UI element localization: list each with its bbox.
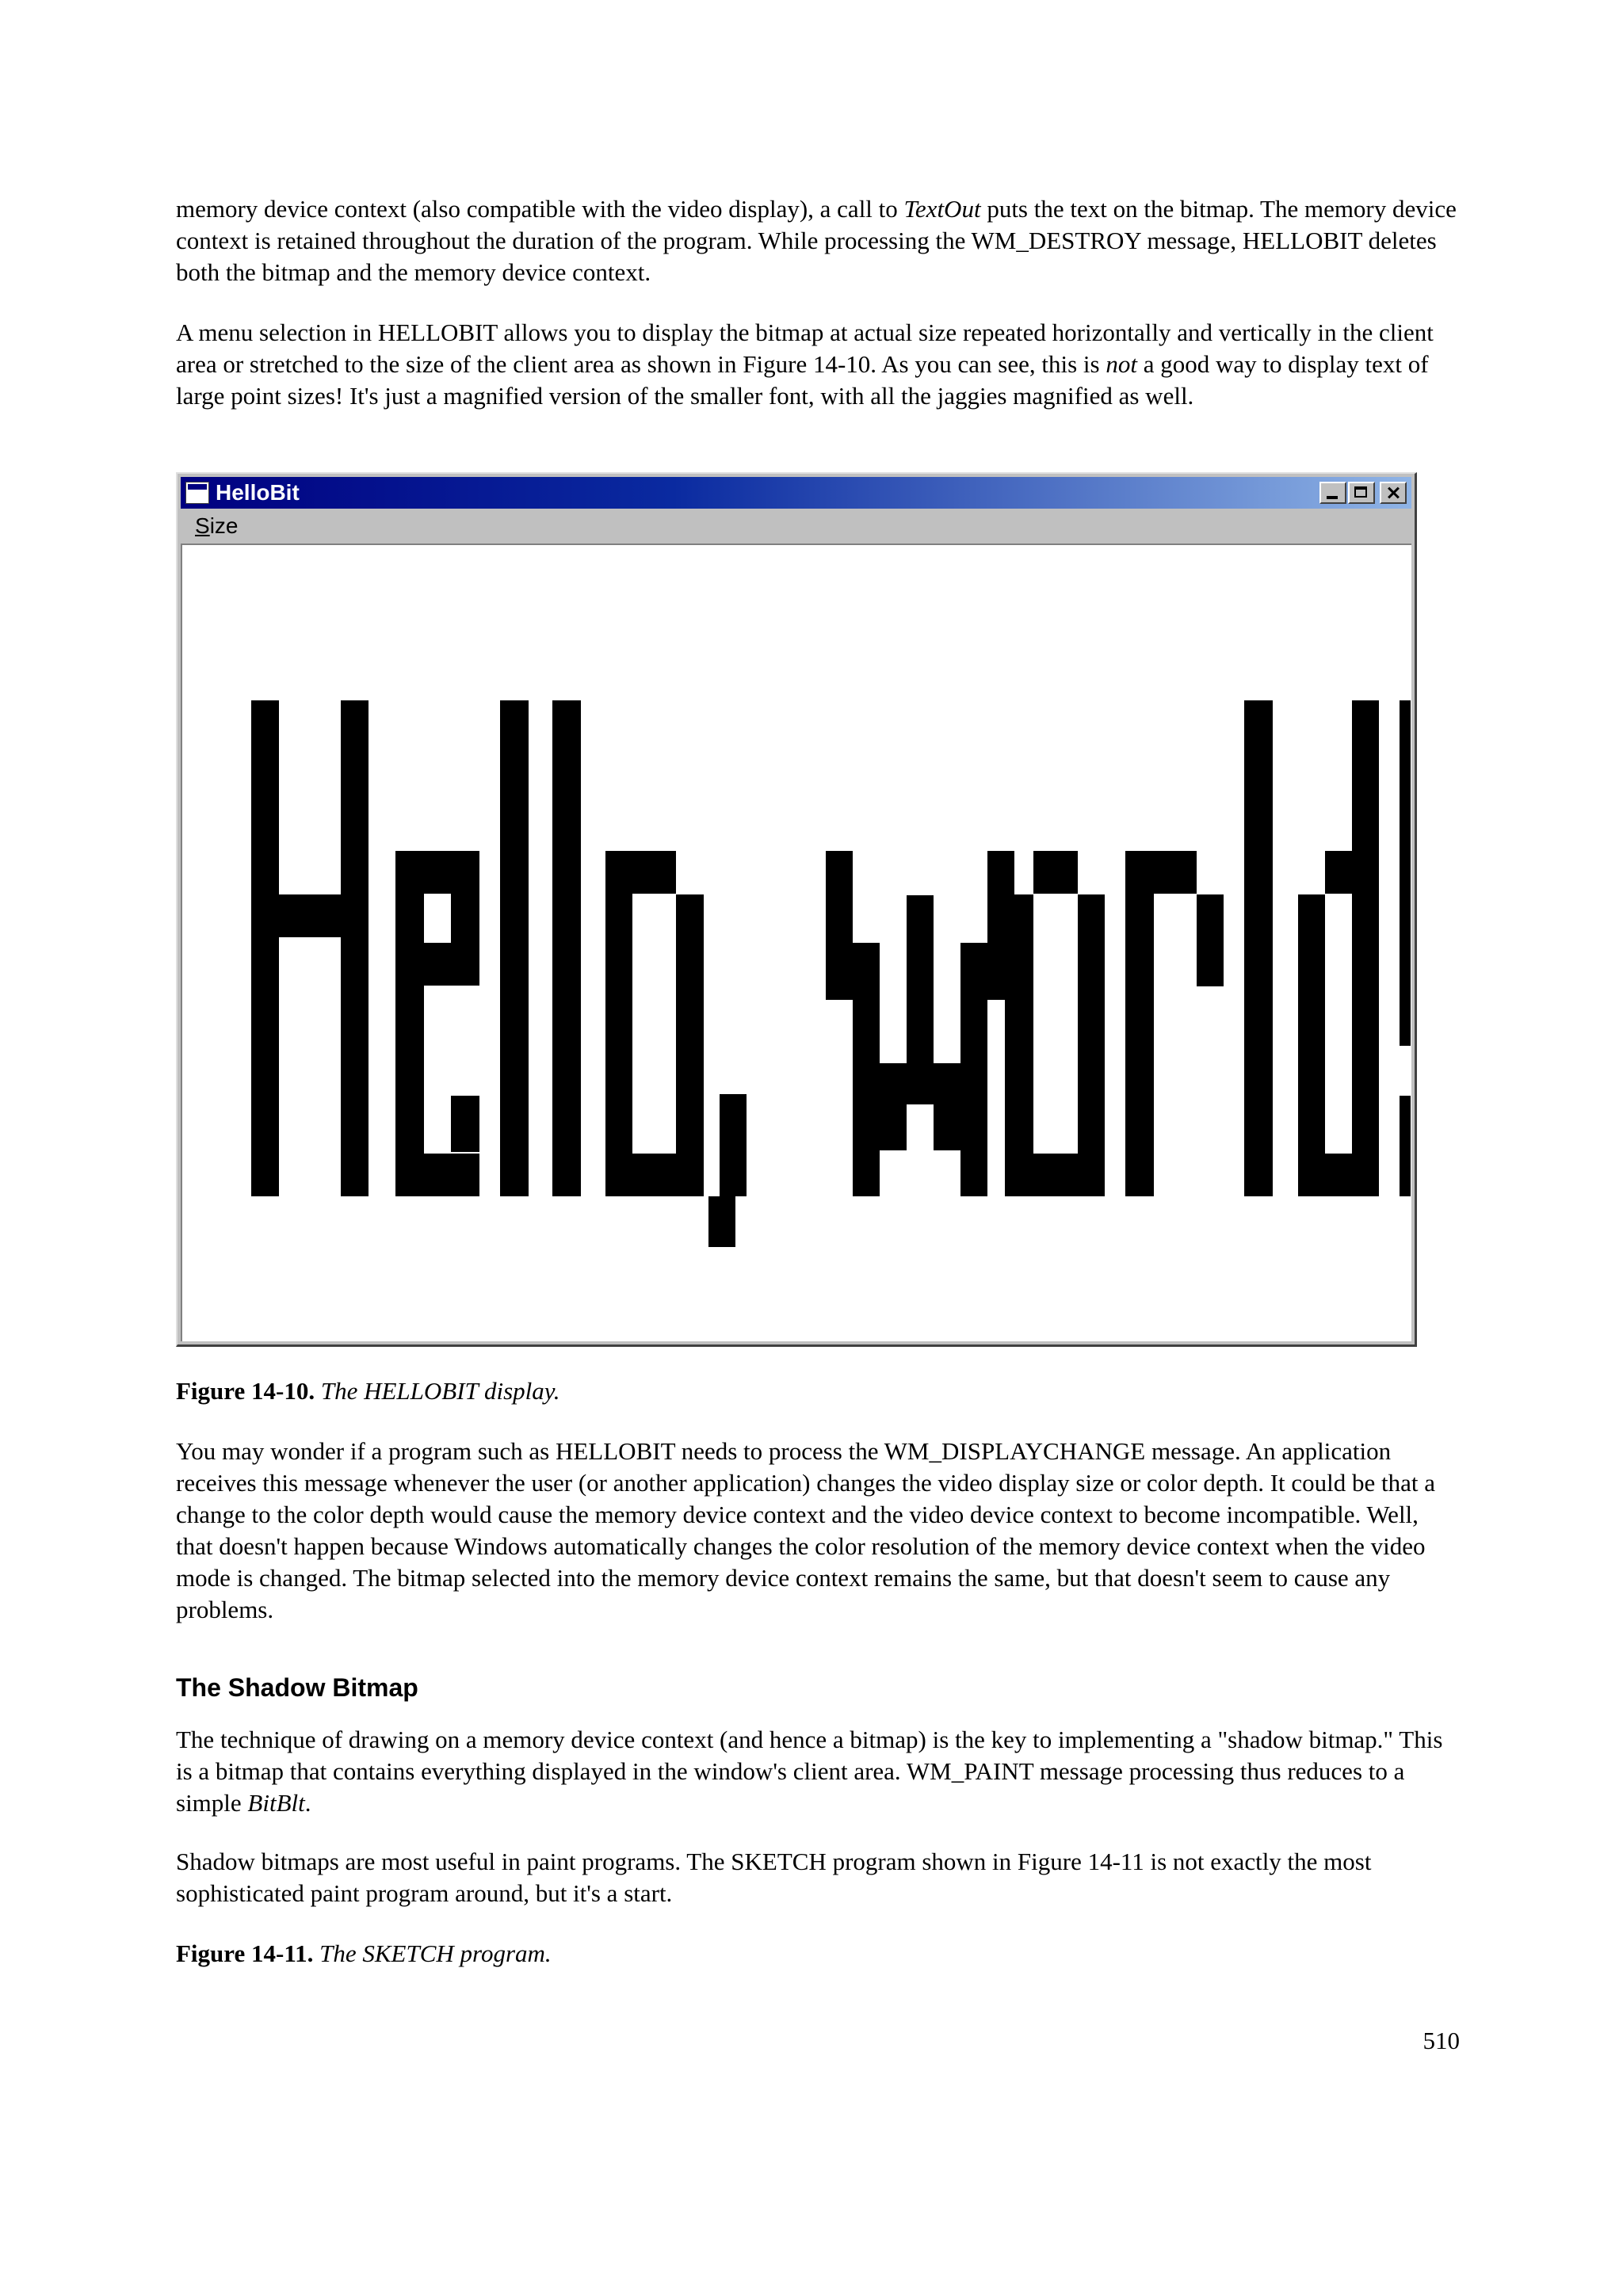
p4-emphasis: BitBlt bbox=[247, 1789, 305, 1817]
glyph-l2 bbox=[552, 700, 581, 1196]
glyph-d-pixel-block bbox=[1325, 851, 1352, 894]
glyph-w-pixel-block bbox=[907, 1001, 934, 1104]
glyph-e-pixel-block bbox=[451, 1096, 479, 1152]
figure-14-10-title: The HELLOBIT display. bbox=[320, 1377, 560, 1405]
glyph-H-pixel-block bbox=[341, 700, 369, 1196]
glyph-w-pixel-block bbox=[907, 895, 934, 1001]
system-menu-icon[interactable] bbox=[185, 482, 209, 504]
glyph-o2-pixel-block bbox=[1033, 851, 1078, 894]
title-bar[interactable] bbox=[181, 477, 1411, 509]
menu-size-accelerator: S bbox=[195, 513, 210, 538]
p2-text-b: a good way to display text of large point sizes! It's just a magnified version of the smaller font, with all the jaggies magnified as well. bbox=[176, 350, 1429, 410]
menu-bar bbox=[181, 510, 1411, 542]
glyph-o1-pixel-block bbox=[605, 851, 632, 1196]
glyph-w bbox=[826, 851, 1014, 1196]
paragraph-1 bbox=[176, 193, 1460, 288]
paragraph-5 bbox=[176, 1846, 1460, 1909]
glyph-H-pixel-block bbox=[279, 894, 341, 937]
p5-text: Shadow bitmaps are most useful in paint programs. The SKETCH program shown in Figure 14-11 is not exactly the most sophisticated paint program around, but it's a start. bbox=[176, 1848, 1372, 1907]
glyph-w-pixel-block bbox=[880, 1063, 907, 1150]
menu-size[interactable] bbox=[195, 512, 238, 540]
glyph-o1-pixel-block bbox=[676, 894, 704, 1196]
glyph-e-pixel-block bbox=[424, 1154, 479, 1196]
glyph-w-pixel-block bbox=[826, 851, 853, 1000]
glyph-r-pixel-block bbox=[1197, 894, 1224, 986]
glyph-r-pixel-block bbox=[1125, 851, 1154, 1196]
p2-emphasis: not bbox=[1106, 350, 1137, 378]
glyph-comma-pixel-block bbox=[708, 1196, 735, 1247]
glyph-o1 bbox=[605, 851, 704, 1196]
section-heading: The Shadow Bitmap bbox=[176, 1673, 418, 1702]
glyph-r-pixel-block bbox=[1154, 851, 1197, 894]
p1-emphasis: TextOut bbox=[903, 195, 981, 223]
p1-text-a: memory device context (also compatible with the video display), a call to bbox=[176, 195, 904, 223]
glyph-w-pixel-block bbox=[934, 1063, 960, 1150]
figure-14-11-title: The SKETCH program. bbox=[319, 1939, 552, 1967]
figure-14-11-label: Figure 14-11. bbox=[176, 1939, 314, 1967]
stretched-bitmap bbox=[182, 545, 1411, 1339]
p4-text-a: The technique of drawing on a memory device context (and hence a bitmap) is the key to implementing a "shadow bitmap." This is a bitmap that contains everything displayed in the window's client area. WM_PAINT message processing thus reduces to a simple bbox=[176, 1726, 1443, 1817]
page-number: 510 bbox=[1423, 2027, 1460, 2054]
window-title: HelloBit bbox=[216, 480, 300, 505]
glyph-e-pixel-block bbox=[424, 943, 451, 986]
glyph-o2 bbox=[1005, 851, 1105, 1196]
glyph-r bbox=[1125, 851, 1224, 1196]
glyph-e-pixel-block bbox=[451, 894, 479, 986]
glyph-H bbox=[251, 700, 369, 1196]
glyph-o1-pixel-block bbox=[632, 1154, 676, 1196]
glyph-d-pixel-block bbox=[1352, 700, 1379, 1196]
glyph-l3-pixel-block bbox=[1244, 700, 1273, 1196]
p2-text-a: A menu selection in HELLOBIT allows you to display the bitmap at actual size repeated horizontally and vertically in the client area or stretched to the size of the client area as shown in Figure 14-10. As you can see, this is bbox=[176, 318, 1434, 378]
close-button[interactable] bbox=[1380, 482, 1407, 504]
figure-14-11-caption bbox=[176, 1938, 552, 1970]
glyph-e-pixel-block bbox=[424, 851, 479, 894]
glyph-e-pixel-block bbox=[395, 851, 424, 1196]
client-area bbox=[181, 543, 1411, 1341]
glyph-l1 bbox=[500, 700, 529, 1196]
glyph-o2-pixel-block bbox=[1005, 894, 1033, 1196]
maximize-button[interactable] bbox=[1348, 482, 1375, 504]
menu-size-label: ize bbox=[209, 513, 239, 538]
paragraph-4 bbox=[176, 1724, 1460, 1819]
glyph-H-pixel-block bbox=[251, 700, 279, 1196]
figure-14-10-label: Figure 14-10. bbox=[176, 1377, 315, 1405]
glyph-exclaim-pixel-block bbox=[1400, 700, 1411, 1046]
glyph-comma bbox=[708, 1094, 747, 1247]
glyph-w-pixel-block bbox=[960, 943, 987, 1196]
glyph-d bbox=[1298, 700, 1379, 1196]
glyph-o1-pixel-block bbox=[632, 851, 676, 894]
glyph-d-pixel-block bbox=[1298, 894, 1325, 1196]
glyph-d-pixel-block bbox=[1325, 1154, 1352, 1196]
glyph-l1-pixel-block bbox=[500, 700, 529, 1196]
paragraph-2 bbox=[176, 317, 1460, 412]
glyph-exclaim-pixel-block bbox=[1400, 1096, 1411, 1196]
glyph-exclaim bbox=[1400, 700, 1411, 1196]
glyph-o2-pixel-block bbox=[1078, 894, 1105, 1196]
glyph-e bbox=[395, 851, 479, 1196]
p4-text-b: . bbox=[304, 1789, 311, 1817]
glyph-w-pixel-block bbox=[853, 943, 880, 1196]
minimize-button[interactable] bbox=[1319, 482, 1346, 504]
glyph-o2-pixel-block bbox=[1033, 1154, 1078, 1196]
glyph-l2-pixel-block bbox=[552, 700, 581, 1196]
p3-text: You may wonder if a program such as HELLOBIT needs to process the WM_DISPLAYCHANGE message. An application receives this message whenever the user (or another application) changes the video display size or color depth. It could be that a change to the color depth would cause the memory device context and the video device context to become incompatible. Well, that doesn't happen because Windows automatically changes the color resolution of the memory device context when the video mode is changed. The bitmap selected into the memory device context remains the same, but that doesn't seem to cause any problems. bbox=[176, 1437, 1436, 1623]
figure-14-10-caption bbox=[176, 1375, 560, 1407]
p1-text-b: puts the text on the bitmap. The memory device context is retained throughout the duration of the program. While processing the WM_DESTROY message, HELLOBIT deletes both the bitmap and the memory device context. bbox=[176, 195, 1457, 286]
glyph-comma-pixel-block bbox=[720, 1094, 747, 1196]
hellobit-window bbox=[176, 472, 1417, 1347]
glyph-l3 bbox=[1244, 700, 1273, 1196]
paragraph-3 bbox=[176, 1436, 1460, 1626]
